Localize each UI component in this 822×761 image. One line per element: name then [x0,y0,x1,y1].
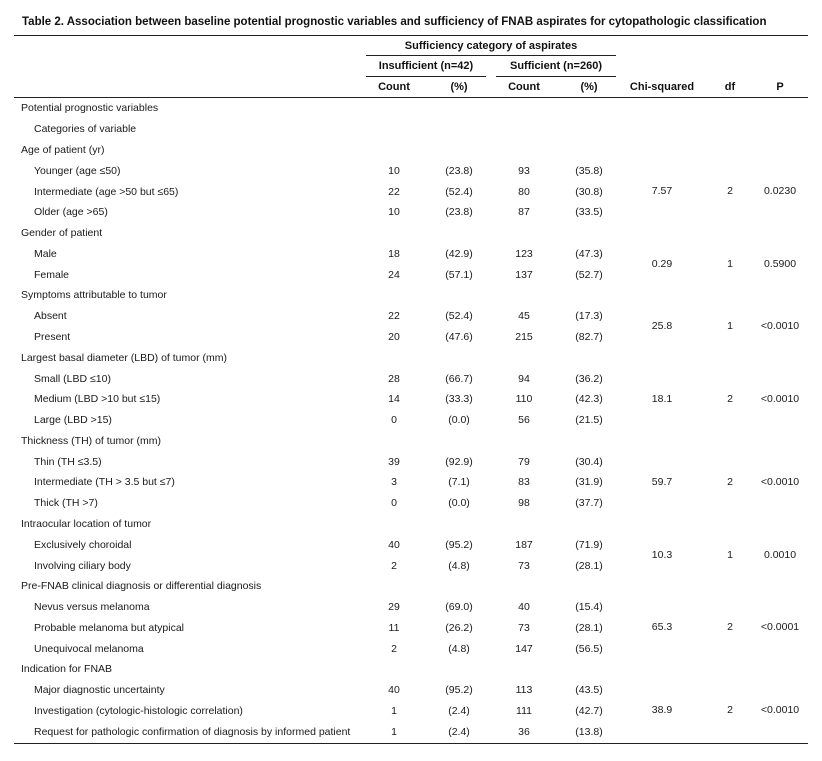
sufficient-percent: (52.7) [575,269,603,281]
intro-line-1: Potential prognostic variables [21,102,159,114]
table-row [14,680,808,700]
table-row [14,493,808,513]
insufficient-count: 22 [388,186,400,198]
category-label: Younger (age ≤50) [34,165,121,177]
df-value: 2 [727,704,733,716]
table-row [14,556,808,576]
group-label: Indication for FNAB [21,663,113,675]
group-label: Largest basal diameter (LBD) of tumor (mm) [21,352,227,364]
df-value: 1 [727,549,733,561]
group-header: Sufficiency category of aspirates [404,40,578,52]
sufficient-percent: (30.4) [575,456,603,468]
insufficient-count: 18 [388,248,400,260]
insufficient-count: 14 [388,393,400,405]
group-row [14,431,808,451]
suf-pct-header: (%) [580,81,598,93]
insufficient-percent: (66.7) [445,373,473,385]
sufficient-count: 215 [515,331,533,343]
sufficient-header: Sufficient (n=260) [510,60,602,72]
sufficient-percent: (13.8) [575,726,603,738]
group-row [14,140,808,160]
p-value: <0.0010 [760,704,800,716]
category-label: Probable melanoma but atypical [34,622,185,634]
df-value: 2 [727,476,733,488]
category-label: Medium (LBD >10 but ≤15) [34,393,161,405]
p-value: <0.0010 [760,393,800,405]
insufficient-header: Insufficient (n=42) [378,60,474,72]
sufficient-percent: (71.9) [575,539,603,551]
insufficient-percent: (0.0) [448,414,470,426]
table-row [14,369,808,389]
insufficient-count: 11 [388,622,400,634]
df-value: 1 [727,320,733,332]
table-row [14,452,808,472]
category-label: Intermediate (TH > 3.5 but ≤7) [34,476,175,488]
sufficient-count: 110 [515,393,533,405]
group-row [14,223,808,243]
ins-count-header: Count [378,81,410,93]
sufficient-count: 83 [518,476,530,488]
table-row [14,701,808,721]
chi-squared-value: 25.8 [651,320,673,332]
table-row [14,535,808,555]
table-row [14,161,808,181]
group-label: Intraocular location of tumor [21,518,152,530]
table-row [14,639,808,659]
group-label: Age of patient (yr) [21,144,105,156]
sufficient-rule [496,76,616,77]
insufficient-count: 39 [388,456,400,468]
category-label: Thin (TH ≤3.5) [34,456,102,468]
df-value: 2 [727,621,733,633]
insufficient-percent: (42.9) [445,248,473,260]
category-label: Nevus versus melanoma [34,601,150,613]
insufficient-count: 10 [388,206,400,218]
sufficient-count: 87 [518,206,530,218]
sufficient-count: 123 [515,248,533,260]
table-row [14,618,808,638]
insufficient-percent: (23.8) [445,165,473,177]
sufficient-percent: (43.5) [575,684,603,696]
sufficient-count: 137 [515,269,533,281]
insufficient-count: 1 [391,726,397,738]
p-value: <0.0010 [760,476,800,488]
insufficient-percent: (92.9) [445,456,473,468]
group-row [14,514,808,534]
chi-squared-value: 7.57 [651,185,673,197]
table-title: Table 2. Association between baseline potential prognostic variables and sufficiency of FNAB aspirates for cytopathologic classification [22,16,767,28]
group-rule [366,55,616,56]
p-header: P [776,81,784,93]
insufficient-count: 0 [391,497,397,509]
p-value: 0.0010 [763,549,797,561]
sufficient-count: 40 [518,601,530,613]
category-label: Exclusively choroidal [34,539,132,551]
sufficient-count: 45 [518,310,530,322]
sufficient-percent: (17.3) [575,310,603,322]
sufficient-count: 147 [515,643,533,655]
insufficient-count: 20 [388,331,400,343]
sufficient-count: 73 [518,622,530,634]
p-value: <0.0010 [760,320,800,332]
group-row [14,348,808,368]
insufficient-percent: (4.8) [448,560,470,572]
df-value: 2 [727,185,733,197]
chi-header: Chi-squared [629,81,695,93]
category-label: Involving ciliary body [34,560,131,572]
table-row [14,202,808,222]
table-row [14,597,808,617]
category-label: Small (LBD ≤10) [34,373,111,385]
sufficient-count: 111 [516,705,532,717]
category-label: Female [34,269,70,281]
insufficient-percent: (2.4) [448,705,470,717]
insufficient-percent: (52.4) [445,310,473,322]
category-label: Unequivocal melanoma [34,643,144,655]
sufficient-count: 73 [518,560,530,572]
insufficient-percent: (69.0) [445,601,473,613]
insufficient-percent: (23.8) [445,206,473,218]
insufficient-percent: (0.0) [448,497,470,509]
table-row [14,472,808,492]
sufficient-count: 79 [518,456,530,468]
intro-line-2: Categories of variable [34,123,137,135]
sufficient-count: 94 [518,373,530,385]
chi-squared-value: 38.9 [651,704,673,716]
sufficient-count: 80 [518,186,530,198]
table-row [14,722,808,742]
group-label: Symptoms attributable to tumor [21,289,167,301]
intro-row [14,98,808,118]
table-row [14,182,808,202]
sufficient-count: 36 [518,726,530,738]
chi-squared-value: 0.29 [651,258,673,270]
group-row [14,576,808,596]
intro-row [14,119,808,139]
insufficient-count: 22 [388,310,400,322]
sufficient-percent: (21.5) [575,414,603,426]
p-value: <0.0001 [760,621,800,633]
insufficient-count: 40 [388,539,400,551]
insufficient-percent: (52.4) [445,186,473,198]
sufficient-percent: (35.8) [575,165,603,177]
insufficient-count: 10 [388,165,400,177]
insufficient-percent: (33.3) [445,393,473,405]
category-label: Investigation (cytologic-histologic correlation) [34,705,243,717]
group-row [14,285,808,305]
sufficient-percent: (47.3) [575,248,603,260]
sufficient-percent: (82.7) [575,331,603,343]
sufficient-percent: (28.1) [575,622,603,634]
group-label: Gender of patient [21,227,103,239]
insufficient-count: 2 [391,643,397,655]
insufficient-count: 2 [391,560,397,572]
group-label: Pre-FNAB clinical diagnosis or differential diagnosis [21,580,262,592]
category-label: Older (age >65) [34,206,108,218]
group-row [14,659,808,679]
sufficient-percent: (28.1) [575,560,603,572]
chi-squared-value: 59.7 [651,476,673,488]
insufficient-percent: (57.1) [445,269,473,281]
table-row [14,265,808,285]
suf-count-header: Count [508,81,540,93]
chi-squared-value: 10.3 [651,549,673,561]
sufficient-percent: (31.9) [575,476,603,488]
df-value: 1 [727,258,733,270]
insufficient-percent: (95.2) [445,684,473,696]
category-label: Major diagnostic uncertainty [34,684,165,696]
sufficient-percent: (42.3) [575,393,603,405]
category-label: Male [34,248,57,260]
sufficient-percent: (37.7) [575,497,603,509]
sufficient-percent: (42.7) [575,705,603,717]
insufficient-count: 1 [391,705,397,717]
group-label: Thickness (TH) of tumor (mm) [21,435,162,447]
chi-squared-value: 65.3 [651,621,673,633]
sufficient-count: 93 [518,165,530,177]
table-row [14,306,808,326]
category-label: Large (LBD >15) [34,414,112,426]
insufficient-count: 0 [391,414,397,426]
p-value: 0.5900 [763,258,797,270]
sufficient-percent: (36.2) [575,373,603,385]
p-value: 0.0230 [763,185,797,197]
sufficient-count: 56 [518,414,530,426]
sufficient-count: 98 [518,497,530,509]
table-row [14,244,808,264]
insufficient-percent: (47.6) [445,331,473,343]
insufficient-rule [366,76,486,77]
category-label: Present [34,331,71,343]
insufficient-percent: (95.2) [445,539,473,551]
insufficient-count: 24 [388,269,400,281]
df-header: df [724,81,736,93]
insufficient-percent: (26.2) [445,622,473,634]
ins-pct-header: (%) [450,81,468,93]
insufficient-percent: (4.8) [448,643,470,655]
insufficient-count: 40 [388,684,400,696]
sufficient-count: 113 [515,684,533,696]
category-label: Thick (TH >7) [34,497,98,509]
sufficient-percent: (56.5) [575,643,603,655]
bottom-rule [14,743,808,744]
insufficient-percent: (2.4) [448,726,470,738]
top-rule [14,35,808,36]
sufficient-count: 187 [515,539,533,551]
insufficient-count: 29 [388,601,400,613]
sufficient-percent: (15.4) [575,601,603,613]
sufficient-percent: (30.8) [575,186,603,198]
insufficient-count: 3 [391,476,397,488]
chi-squared-value: 18.1 [651,393,673,405]
table-row [14,389,808,409]
table-row [14,327,808,347]
df-value: 2 [727,393,733,405]
table-row [14,410,808,430]
insufficient-count: 28 [388,373,400,385]
insufficient-percent: (7.1) [448,476,470,488]
category-label: Request for pathologic confirmation of diagnosis by informed patient [34,726,351,738]
category-label: Intermediate (age >50 but ≤65) [34,186,179,198]
sufficient-percent: (33.5) [575,206,603,218]
category-label: Absent [34,310,67,322]
